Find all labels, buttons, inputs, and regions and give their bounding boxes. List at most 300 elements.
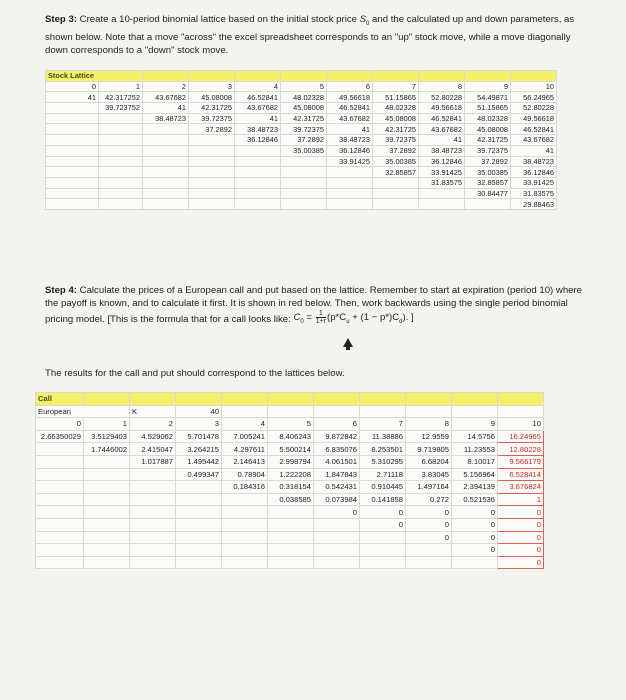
call-value-cell: 0 [360, 518, 406, 531]
call-value-cell: 5.156964 [452, 468, 498, 481]
call-value-cell [222, 531, 268, 544]
stock-price-cell: 48.02328 [465, 113, 511, 124]
period-label: 2 [143, 81, 189, 92]
stock-price-cell [143, 135, 189, 146]
call-value-cell [36, 443, 84, 456]
strike-label: K [130, 405, 176, 418]
call-value-cell [222, 493, 268, 506]
call-value-cell [406, 556, 452, 569]
call-value-cell: 4.297611 [222, 443, 268, 456]
payoff-cell: 0 [498, 506, 544, 519]
stock-price-cell [99, 188, 143, 199]
payoff-cell: 0 [498, 556, 544, 569]
stock-price-cell: 46.52841 [419, 113, 465, 124]
formula-body-b: + (1 − p*)C [349, 312, 400, 324]
call-lattice-table [35, 392, 544, 569]
call-value-cell: 0.272 [406, 493, 452, 506]
call-value-cell [36, 455, 84, 468]
call-value-cell [360, 556, 406, 569]
stock-price-cell: 33.91425 [511, 177, 557, 188]
stock-price-cell: 41 [46, 92, 99, 103]
header-fill-cell [176, 393, 222, 406]
stock-price-cell: 39.723752 [99, 103, 143, 114]
stock-price-cell [46, 145, 99, 156]
stock-price-cell: 38.48723 [235, 124, 281, 135]
stock-price-cell [281, 167, 327, 178]
stock-price-cell [281, 156, 327, 167]
stock-price-cell [46, 103, 99, 114]
call-value-cell: 2.415047 [130, 443, 176, 456]
call-value-cell: 2.998794 [268, 455, 314, 468]
stock-price-cell [327, 177, 373, 188]
period-label: 5 [268, 418, 314, 431]
empty-cell [360, 405, 406, 418]
stock-price-cell [143, 188, 189, 199]
stock-price-cell: 36.12846 [327, 145, 373, 156]
call-value-cell: 0.318154 [268, 481, 314, 494]
stock-price-cell [189, 135, 235, 146]
stock-price-cell [189, 167, 235, 178]
stock-price-cell: 43.67682 [143, 92, 189, 103]
stock-price-cell: 41 [419, 135, 465, 146]
payoff-cell: 1 [498, 493, 544, 506]
stock-price-cell [189, 156, 235, 167]
call-value-cell [222, 544, 268, 557]
stock-price-cell: 52.80228 [511, 103, 557, 114]
stock-price-cell: 35.00385 [281, 145, 327, 156]
stock-price-cell: 43.67682 [235, 103, 281, 114]
call-value-cell: 3.83045 [406, 468, 452, 481]
call-value-cell: 11.23553 [452, 443, 498, 456]
stock-price-cell [99, 167, 143, 178]
period-label: 7 [360, 418, 406, 431]
stock-price-cell: 33.91425 [327, 156, 373, 167]
call-value-cell: 0.910445 [360, 481, 406, 494]
stock-price-cell: 38.48723 [327, 135, 373, 146]
period-label: 10 [511, 81, 557, 92]
stock-price-cell [327, 199, 373, 210]
call-value-cell [36, 481, 84, 494]
header-fill-cell [235, 71, 281, 82]
period-label: 8 [419, 81, 465, 92]
call-value-cell: 1.495442 [176, 455, 222, 468]
header-fill-cell [314, 393, 360, 406]
stock-price-cell: 48.02328 [373, 103, 419, 114]
call-value-cell: 6.68204 [406, 455, 452, 468]
stock-price-cell: 45.08008 [373, 113, 419, 124]
payoff-cell: 12.80228 [498, 443, 544, 456]
empty-cell [268, 405, 314, 418]
stock-price-cell: 35.00385 [465, 167, 511, 178]
stock-price-cell: 36.12846 [419, 156, 465, 167]
header-fill-cell [360, 393, 406, 406]
period-label: 0 [36, 418, 84, 431]
stock-price-cell: 36.12846 [235, 135, 281, 146]
stock-price-cell: 41 [327, 124, 373, 135]
header-fill-cell [406, 393, 452, 406]
header-fill-cell [373, 71, 419, 82]
stock-price-cell: 49.56618 [419, 103, 465, 114]
call-value-cell [84, 455, 130, 468]
stock-price-cell: 39.72375 [189, 113, 235, 124]
stock-price-cell [99, 113, 143, 124]
period-label: 9 [452, 418, 498, 431]
header-fill-cell [143, 71, 189, 82]
empty-cell [452, 405, 498, 418]
call-value-cell: 1.497164 [406, 481, 452, 494]
call-value-cell: 4.061501 [314, 455, 360, 468]
stock-price-cell: 31.83575 [511, 188, 557, 199]
step3-label: Step 3: [45, 14, 77, 25]
call-value-cell [130, 531, 176, 544]
formula-sub-u: u [346, 318, 350, 325]
formula-body-c: ). ] [402, 312, 414, 324]
stock-price-cell: 46.52841 [235, 92, 281, 103]
call-value-cell [36, 468, 84, 481]
step3-paragraph [45, 13, 590, 57]
call-value-cell [84, 481, 130, 494]
stock-price-cell [373, 199, 419, 210]
call-value-cell: 0.499347 [176, 468, 222, 481]
stock-price-cell [143, 167, 189, 178]
stock-price-cell [46, 113, 99, 124]
call-value-cell [36, 531, 84, 544]
call-value-cell [84, 518, 130, 531]
stock-price-cell [281, 188, 327, 199]
formula-body-a: (p*C [327, 312, 347, 324]
call-lattice-title: Call [36, 393, 84, 406]
call-value-cell [176, 518, 222, 531]
stock-price-cell [419, 188, 465, 199]
header-fill-cell [268, 393, 314, 406]
stock-price-cell: 49.56618 [327, 92, 373, 103]
stock-price-cell [373, 177, 419, 188]
period-label: 5 [281, 81, 327, 92]
stock-price-cell [327, 167, 373, 178]
call-value-cell: 0.521536 [452, 493, 498, 506]
call-value-cell [268, 531, 314, 544]
call-value-cell: 2.146413 [222, 455, 268, 468]
call-value-cell [268, 544, 314, 557]
call-value-cell [130, 518, 176, 531]
stock-price-cell: 45.08008 [189, 92, 235, 103]
call-value-cell: 1.7446002 [84, 443, 130, 456]
stock-price-cell: 37.2892 [373, 145, 419, 156]
stock-price-cell: 51.15865 [465, 103, 511, 114]
stock-price-cell [99, 135, 143, 146]
call-value-cell: 1.847843 [314, 468, 360, 481]
stock-price-cell: 32.85857 [373, 167, 419, 178]
period-label: 6 [327, 81, 373, 92]
payoff-cell: 0 [498, 531, 544, 544]
stock-price-cell: 41 [143, 103, 189, 114]
strike-value: 40 [176, 405, 222, 418]
empty-cell [314, 405, 360, 418]
stock-price-cell [465, 199, 511, 210]
stock-price-cell [46, 167, 99, 178]
call-value-cell [84, 493, 130, 506]
call-value-cell [130, 506, 176, 519]
stock-price-cell [235, 188, 281, 199]
stock-price-cell: 33.91425 [419, 167, 465, 178]
call-value-cell: 0 [452, 506, 498, 519]
call-value-cell: 14.5756 [452, 430, 498, 443]
step3-text-b: and the calculated up and down parameters, as shown below. Note that a move "across" the excel spreadsheet corresponds to an "up" stock move, while a move diagonally down corresponds to a "down" stock move. [45, 14, 575, 56]
call-value-cell [36, 493, 84, 506]
payoff-cell: 0 [498, 518, 544, 531]
call-value-cell [176, 544, 222, 557]
stock-price-cell: 43.67682 [419, 124, 465, 135]
call-value-cell: 0 [360, 506, 406, 519]
call-value-cell: 5.701478 [176, 430, 222, 443]
stock-price-cell: 46.52841 [511, 124, 557, 135]
stock-price-cell [46, 156, 99, 167]
period-label: 1 [84, 418, 130, 431]
call-value-cell [222, 506, 268, 519]
period-label: 4 [222, 418, 268, 431]
stock-price-cell: 43.67682 [511, 135, 557, 146]
stock-price-cell [281, 199, 327, 210]
call-value-cell: 0.78904 [222, 468, 268, 481]
empty-cell [406, 405, 452, 418]
step3-text-a: Create a 10-period binomial lattice based on the initial stock price [77, 14, 360, 25]
formula-sub-d: d [399, 318, 403, 325]
stock-price-cell: 42.31725 [189, 103, 235, 114]
call-value-cell: 7.005241 [222, 430, 268, 443]
stock-price-cell: 31.83575 [419, 177, 465, 188]
call-value-cell: 0 [452, 544, 498, 557]
call-value-cell: 5.310295 [360, 455, 406, 468]
stock-price-cell: 37.2892 [465, 156, 511, 167]
call-value-cell: 3.264215 [176, 443, 222, 456]
stock-price-cell [235, 167, 281, 178]
call-value-cell: 0.073984 [314, 493, 360, 506]
stock-price-cell [281, 177, 327, 188]
call-value-cell: 0 [406, 531, 452, 544]
stock-price-cell: 37.2892 [281, 135, 327, 146]
formula-c0: C [293, 312, 301, 324]
step4-paragraph [45, 284, 590, 329]
stock-price-cell [143, 124, 189, 135]
call-value-cell: 0.038585 [268, 493, 314, 506]
stock-price-cell: 51.15865 [373, 92, 419, 103]
stock-price-cell [99, 156, 143, 167]
option-type-label: European [36, 405, 130, 418]
stock-price-cell: 39.72375 [465, 145, 511, 156]
fraction-denominator: 1+r [315, 318, 327, 325]
call-value-cell [176, 556, 222, 569]
header-fill-cell [511, 71, 557, 82]
stock-price-cell [46, 135, 99, 146]
call-value-cell: 8.10017 [452, 455, 498, 468]
call-value-cell: 0.141858 [360, 493, 406, 506]
payoff-cell: 6.528414 [498, 468, 544, 481]
stock-price-cell: 32.85857 [465, 177, 511, 188]
call-value-cell: 0 [406, 518, 452, 531]
stock-price-cell [189, 188, 235, 199]
stock-price-cell [235, 156, 281, 167]
stock-price-cell [143, 156, 189, 167]
stock-price-cell: 38.48723 [419, 145, 465, 156]
period-label: 1 [99, 81, 143, 92]
call-value-cell: 2.394139 [452, 481, 498, 494]
header-fill-cell [327, 71, 373, 82]
stock-price-cell [99, 124, 143, 135]
call-value-cell: 0.542431 [314, 481, 360, 494]
stock-price-cell [143, 199, 189, 210]
stock-price-cell [46, 124, 99, 135]
stock-price-cell: 29.88463 [511, 199, 557, 210]
stock-price-cell: 35.00385 [373, 156, 419, 167]
stock-price-cell [99, 177, 143, 188]
call-value-cell: 0.184316 [222, 481, 268, 494]
call-value-cell [130, 468, 176, 481]
step4-text: Calculate the prices of a European call and put based on the lattice. Remember to start at expiration (period 10) where the payoff is known, and to calculate it first. It is shown in red below. Then, work backwards using the single period binomial pricing model. [This is the formula that for a call looks like: [45, 285, 583, 325]
stock-price-cell [143, 177, 189, 188]
stock-price-cell [46, 188, 99, 199]
call-value-cell: 11.38886 [360, 430, 406, 443]
stock-price-cell: 46.52841 [327, 103, 373, 114]
call-value-cell [130, 481, 176, 494]
call-value-cell [84, 544, 130, 557]
stock-price-cell: 45.08008 [281, 103, 327, 114]
call-value-cell [130, 556, 176, 569]
stock-price-cell: 39.72375 [373, 135, 419, 146]
payoff-cell: 3.676824 [498, 481, 544, 494]
formula-c0-sub: 0 [300, 318, 304, 325]
period-label: 3 [189, 81, 235, 92]
s0-symbol: S [359, 14, 367, 25]
stock-price-cell: 42.317252 [99, 92, 143, 103]
header-fill-cell [84, 393, 130, 406]
stock-price-cell: 41 [235, 113, 281, 124]
stock-price-cell: 37.2892 [189, 124, 235, 135]
stock-price-cell [143, 145, 189, 156]
header-fill-cell [498, 393, 544, 406]
header-fill-cell [465, 71, 511, 82]
call-value-cell [222, 556, 268, 569]
s0-subscript: 0 [366, 20, 370, 27]
period-label: 9 [465, 81, 511, 92]
call-formula [293, 310, 413, 329]
call-value-cell [130, 493, 176, 506]
call-value-cell: 2.71118 [360, 468, 406, 481]
call-value-cell: 3.5129403 [84, 430, 130, 443]
stock-price-cell [419, 199, 465, 210]
stock-price-cell [235, 177, 281, 188]
call-value-cell [36, 518, 84, 531]
stock-price-cell: 42.31725 [373, 124, 419, 135]
stock-price-cell: 42.31725 [465, 135, 511, 146]
stock-price-cell: 43.67682 [327, 113, 373, 124]
empty-cell [498, 405, 544, 418]
call-value-cell: 2.66350029 [36, 430, 84, 443]
call-value-cell [222, 518, 268, 531]
stock-price-cell: 36.12846 [511, 167, 557, 178]
period-label: 2 [130, 418, 176, 431]
header-fill-cell [281, 71, 327, 82]
call-value-cell [36, 556, 84, 569]
header-fill-cell [452, 393, 498, 406]
stock-price-cell: 52.80228 [419, 92, 465, 103]
stock-price-cell: 42.31725 [281, 113, 327, 124]
call-value-cell [176, 481, 222, 494]
stock-price-cell [189, 177, 235, 188]
stock-lattice-table [45, 70, 557, 210]
call-value-cell [452, 556, 498, 569]
call-value-cell [314, 544, 360, 557]
call-value-cell [176, 493, 222, 506]
call-value-cell: 9.719805 [406, 443, 452, 456]
stock-price-cell [235, 199, 281, 210]
stock-price-cell [327, 188, 373, 199]
call-value-cell: 12.9559 [406, 430, 452, 443]
header-fill-cell [189, 71, 235, 82]
mouse-cursor-icon [343, 338, 353, 347]
call-value-cell [268, 518, 314, 531]
stock-price-cell: 38.48723 [143, 113, 189, 124]
stock-price-cell: 56.24965 [511, 92, 557, 103]
call-value-cell: 0 [452, 531, 498, 544]
payoff-cell: 9.566179 [498, 455, 544, 468]
stock-price-cell: 54.49871 [465, 92, 511, 103]
period-label: 8 [406, 418, 452, 431]
call-value-cell [84, 556, 130, 569]
stock-price-cell [99, 199, 143, 210]
empty-cell [222, 405, 268, 418]
call-value-cell [84, 531, 130, 544]
header-fill-cell [419, 71, 465, 82]
call-value-cell [84, 468, 130, 481]
call-value-cell [36, 544, 84, 557]
stock-price-cell: 49.56618 [511, 113, 557, 124]
stock-price-cell [189, 145, 235, 156]
call-value-cell [268, 506, 314, 519]
payoff-cell: 0 [498, 544, 544, 557]
call-value-cell [130, 544, 176, 557]
period-label: 6 [314, 418, 360, 431]
header-fill-cell [130, 393, 176, 406]
call-value-cell: 0 [452, 518, 498, 531]
call-value-cell [314, 518, 360, 531]
header-fill-cell [222, 393, 268, 406]
formula-equals: = [303, 312, 315, 324]
call-value-cell [314, 531, 360, 544]
period-label: 4 [235, 81, 281, 92]
call-value-cell [176, 506, 222, 519]
period-label: 10 [498, 418, 544, 431]
fraction-numerator: 1 [316, 310, 326, 318]
payoff-cell: 16.24965 [498, 430, 544, 443]
call-value-cell: 1.017887 [130, 455, 176, 468]
call-value-cell: 6.835076 [314, 443, 360, 456]
call-value-cell [84, 506, 130, 519]
stock-price-cell: 38.48723 [511, 156, 557, 167]
call-value-cell: 5.500214 [268, 443, 314, 456]
results-text: The results for the call and put should correspond to the lattices below. [45, 368, 345, 379]
call-value-cell [36, 506, 84, 519]
stock-price-cell [46, 177, 99, 188]
formula-fraction [316, 310, 326, 325]
stock-price-cell [99, 145, 143, 156]
call-value-cell: 4.529062 [130, 430, 176, 443]
call-value-cell: 8.253501 [360, 443, 406, 456]
call-value-cell [176, 531, 222, 544]
call-value-cell [314, 556, 360, 569]
call-value-cell [360, 531, 406, 544]
stock-price-cell: 39.72375 [281, 124, 327, 135]
stock-price-cell: 48.02328 [281, 92, 327, 103]
